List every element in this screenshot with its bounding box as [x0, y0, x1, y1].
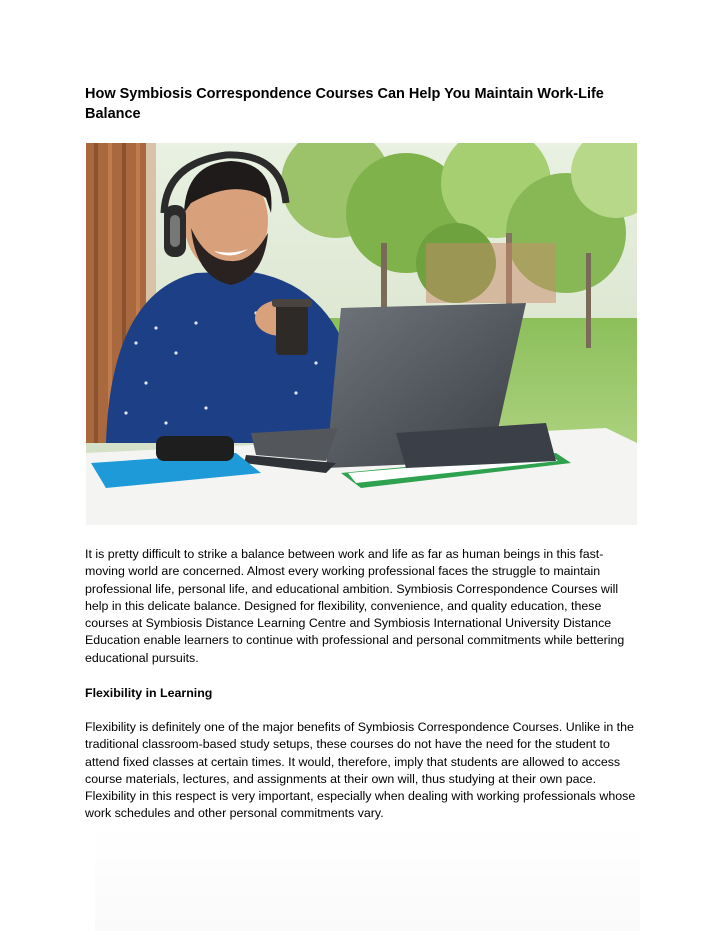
- page-shading: [95, 826, 640, 931]
- section-heading: Flexibility in Learning: [85, 686, 213, 700]
- hero-photo: [86, 143, 637, 525]
- flexibility-paragraph: Flexibility is definitely one of the major benefits of Symbiosis Correspondence Courses. Unlike in the traditional classroom-based study setups, these courses do not have the need for the student to attend fixed classes at certain times. It would, therefore, imply that students are allowed to access course materials, lectures, and assignments at their own will, thus studying at their own pace. Flexibility in this respect is very important, especially when dealing with working professionals whose work schedules and other personal commitments vary.: [85, 720, 636, 821]
- article-title: How Symbiosis Correspondence Courses Can Help You Maintain Work-Life Balance: [85, 86, 604, 122]
- intro-paragraph: It is pretty difficult to strike a balance between work and life as far as human beings in this fast-moving world are concerned. Almost every working professional faces the struggle to maintain professional life, personal life, and educational ambition. Symbiosis Correspondence Courses will help in this delicate balance. Designed for flexibility, convenience, and quality education, these courses at Symbiosis Distance Learning Centre and Symbiosis International University Distance Education enable learners to continue with professional and personal commitments while bettering educational pursuits.: [85, 547, 625, 665]
